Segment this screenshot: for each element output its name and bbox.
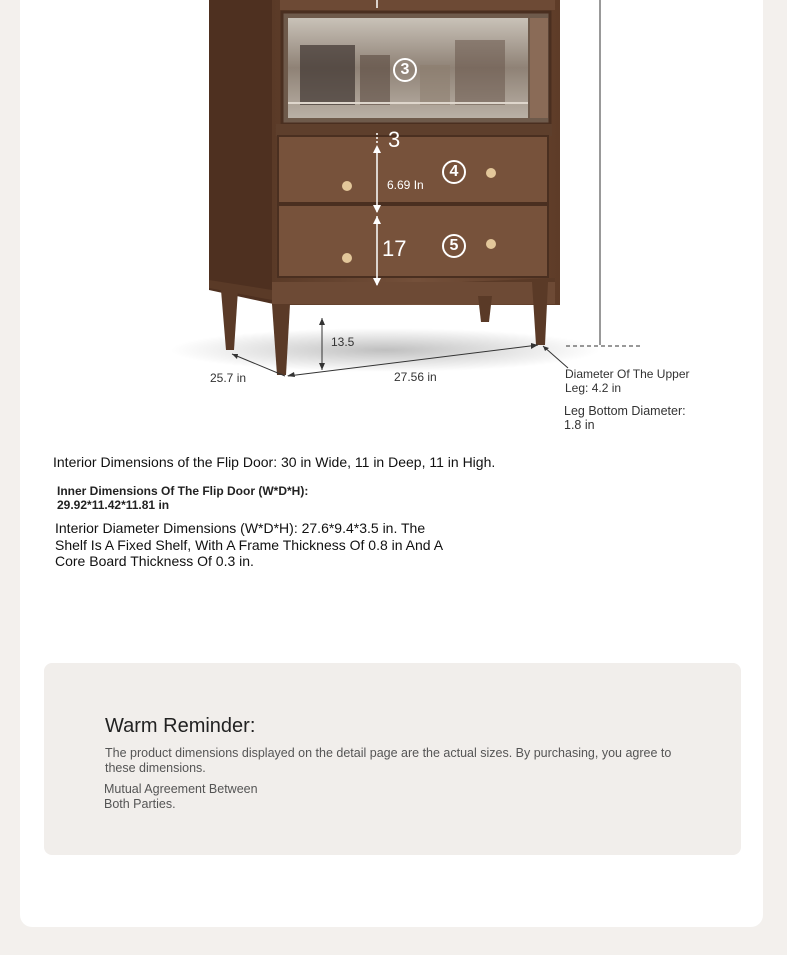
reminder-body: The product dimensions displayed on the detail page are the actual sizes. By purchasing, you agree to these dimensions. — [105, 746, 672, 775]
top-door-bottom — [280, 0, 555, 10]
knob — [342, 181, 352, 191]
marker-3: 3 — [393, 58, 417, 82]
marker-4: 4 — [442, 160, 466, 184]
reminder-title: Warm Reminder: — [105, 715, 256, 737]
cabinet-side — [209, 0, 278, 305]
drawer-lower — [278, 205, 548, 277]
depth-label: 25.7 in — [210, 371, 247, 385]
warm-reminder-panel — [44, 663, 741, 855]
upper-leg-diameter-label: Diameter Of The Upper Leg: 4.2 in — [565, 367, 690, 395]
arrow-head — [319, 318, 325, 325]
shelf-item — [300, 45, 355, 105]
leg-height-label: 13.5 — [331, 335, 355, 349]
drawer-height-label: 6.69 In — [387, 178, 424, 192]
base-front — [272, 282, 555, 304]
knob — [486, 168, 496, 178]
knob — [342, 253, 352, 263]
flip-door-interior-text: Interior Dimensions of the Flip Door: 30 in Wide, 11 in Deep, 11 in High. — [53, 454, 496, 470]
interior-diameter-text: Interior Diameter Dimensions (W*D*H): 27.6*9.4*3.5 in. The Shelf Is A Fixed Shelf, With A Frame Thickness Of 0.8 in And A Core Board Thickness Of 0.3 in. — [55, 520, 443, 569]
shelf-item — [455, 40, 505, 105]
drawer-gap-label: 3 — [388, 127, 401, 152]
marker-5: 5 — [442, 234, 466, 258]
lower-section-label: 17 — [382, 236, 407, 261]
leg-bottom-diameter-label: Leg Bottom Diameter: 1.8 in — [564, 404, 686, 433]
reminder-note: Mutual Agreement Between Both Parties. — [104, 782, 258, 811]
knob — [486, 239, 496, 249]
shelf-item — [360, 55, 390, 105]
middle-rail — [276, 124, 552, 136]
leg — [478, 296, 492, 322]
shelf-item — [420, 65, 450, 105]
glass-side-strip — [530, 18, 548, 118]
width-label: 27.56 in — [394, 370, 437, 384]
drawer-upper — [278, 136, 548, 203]
flip-door-inner-text: Inner Dimensions Of The Flip Door (W*D*H): 29.92*11.42*11.81 in — [57, 484, 309, 512]
